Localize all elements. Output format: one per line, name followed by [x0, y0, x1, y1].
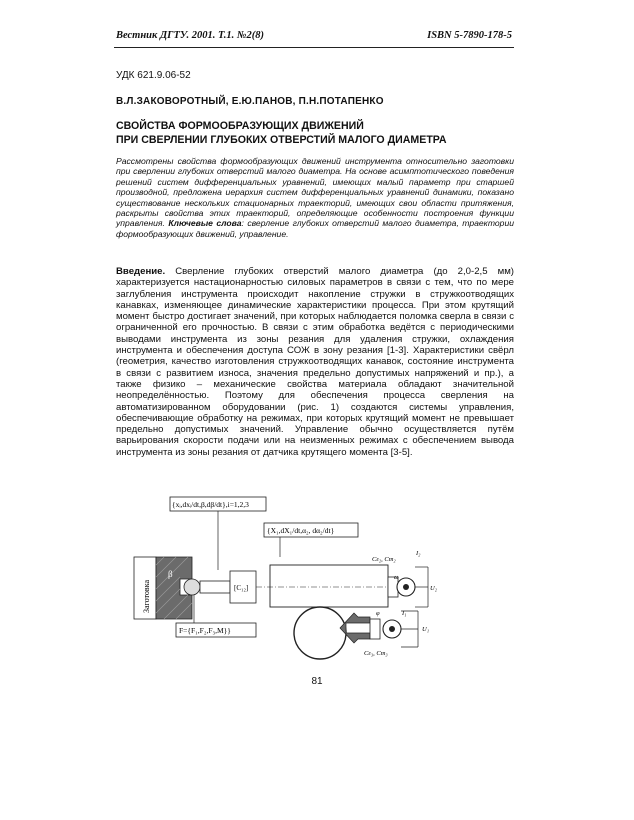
omega-label: ω: [394, 574, 399, 581]
paper-title: [116, 120, 516, 147]
abstract: [116, 156, 514, 239]
phi-label: φ: [376, 610, 380, 617]
chuck-label: [C₁₂]: [234, 584, 249, 592]
isbn: ISBN 5-7890-178-5: [427, 30, 512, 41]
drill-shank: [200, 581, 230, 593]
motor-bottom: [370, 619, 380, 639]
udc-code: УДК 621.9.06-52: [116, 70, 191, 81]
title-line-2: ПРИ СВЕРЛЕНИИ ГЛУБОКИХ ОТВЕРСТИЙ МАЛОГО ДИАМЕТРА: [116, 133, 447, 146]
keywords-label: Ключевые слова: [168, 218, 242, 229]
abstract-text: Рассмотрены свойства формообразующих движений инструмента относительно заготовки при сверлении глубоких отверстий малого диаметра. На основе асимптотического поведения решений систем дифференциальных уравнений, имеющих малый параметр при старшей производной, предложена иерархия систем дифференциальных уравнений динамики, показано существование нескольких стационарных траекторий, имеющих свои области притяжения, раскрыты свойства этих траекторий, определяющие особенности построения функции управления.: [116, 156, 514, 229]
authors: В.Л.ЗАКОВОРОТНЫЙ, Е.Ю.ПАНОВ, П.Н.ПОТАПЕНКО: [116, 96, 384, 107]
state-label: {xᵢ,dxᵢ/dt,β,dβ/dt},i=1,2,3: [172, 500, 249, 509]
beta-label: β: [168, 569, 173, 579]
u2-label: U₂: [430, 585, 437, 592]
i1-label: I₁: [402, 610, 407, 617]
ce3-label: Cε₃, Cm₃: [364, 650, 388, 657]
u1-label: U₁: [422, 626, 429, 633]
header-rule: [114, 47, 514, 48]
running-header: [116, 30, 512, 41]
spindle-label: {X₁,dX₁/dt,α₂, dα₂/dt}: [267, 526, 335, 535]
feed-drum: [294, 607, 346, 659]
title-line-1: СВОЙСТВА ФОРМООБРАЗУЮЩИХ ДВИЖЕНИЙ: [116, 120, 364, 132]
workpiece-label: Заготовка: [142, 579, 151, 613]
page-number: 81: [311, 676, 323, 687]
journal-name: Вестник ДГТУ. 2001. Т.1. №2(8): [116, 30, 265, 41]
ce2-label: Cε₂, Cm₂: [372, 556, 396, 563]
keywords: : сверление глубоких отверстий малого диаметра, траектории формообразующих движений, управление.: [116, 218, 515, 239]
body-text: [116, 266, 514, 458]
i2-label: I₂: [416, 550, 421, 557]
force-label: F={F₁,F₂,F₃,M}}: [179, 626, 231, 635]
drill-tip: [184, 579, 200, 595]
body-paragraph: Сверление глубоких отверстий малого диаметра (до 2,0-2,5 мм) характеризуется настационарностью силовых параметров в связи с тем, что по мере заглубления инструмента происходит накопление стружки в стружкоотводящих канавках, изменяющее динамические характеристики процесса. При этом крутящий момент быстро достигает значений, при которых наблюдается поломка сверла в связи с ограниченной его прочностью. В связи с этим обработка ведётся с периодическими выводами инструмента из зоны резания для удаления стружки, охлаждения инструмента и обеспечения доступа СОЖ в зону резания [1-3]. Характеристики свёрл (геометрия, качество изготовления стружкоотводящих канавок, состояние инструмента в связи с развитием износа, значения предельно допустимых напряжений и пр.), а также физико – механические свойства материала обладают значительной неопределённостью. Поэтому для обеспечения процесса сверления на автоматизированном оборудовании (рис. 1) создаются системы управления, обеспечивающие обработку на режимах, при которых крутящий момент не превышает предельно допустимых значений. Управление обычно осуществляется путём варьирования скорости подачи или на неизменных режимах с обеспечением вывода инструмента из зоны резания от датчика крутящего момента [3-5].: [116, 266, 514, 458]
spindle: [270, 565, 388, 607]
figure-1-diagram: [130, 495, 460, 665]
section-lead: Введение.: [116, 266, 166, 277]
